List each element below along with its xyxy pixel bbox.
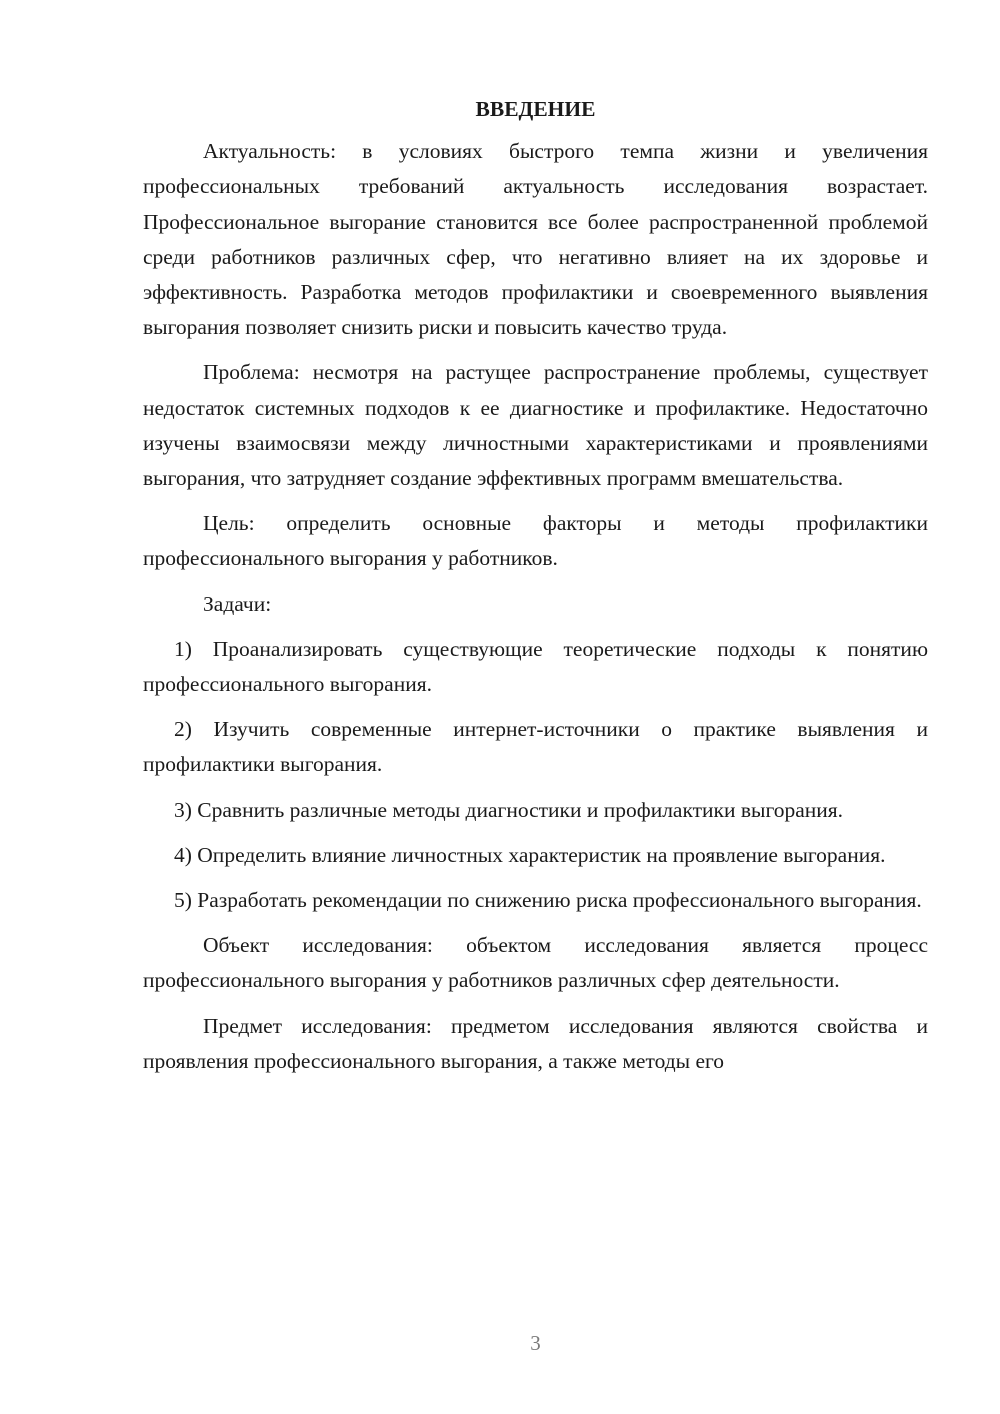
- task-item-2: 2) Изучить современные интернет-источники о практике выявления и профилактики выгорания.: [143, 717, 928, 777]
- page-number: 3: [530, 1331, 541, 1355]
- tasks-heading: Задачи:: [203, 591, 272, 616]
- research-subject-paragraph: Предмет исследования: предметом исследования являются свойства и проявления профессионального выгорания, а также методы его: [143, 1013, 928, 1073]
- relevance-paragraph: Актуальность: в условиях быстрого темпа жизни и увеличения профессиональных требований актуальность исследования возрастает. Профессиональное выгорание становится все более распространенной проблемой среди работников различных сфер, что негативно влияет на их здоровье и эффективность. Разработка методов профилактики и своевременного выявления выгорания позволяет снизить риски и повысить качество труда.: [143, 139, 928, 340]
- page-title: ВВЕДЕНИЕ: [475, 97, 596, 121]
- problem-paragraph: Проблема: несмотря на растущее распространение проблемы, существует недостаток системных подходов к ее диагностике и профилактике. Недостаточно изучены взаимосвязи между личностными характеристиками и проявлениями выгорания, что затрудняет создание эффективных программ вмешательства.: [143, 360, 928, 491]
- research-object-paragraph: Объект исследования: объектом исследования является процесс профессионального выгорания у работников различных сфер деятельности.: [143, 933, 928, 993]
- task-item-1: 1) Проанализировать существующие теоретические подходы к понятию профессионального выгорания.: [143, 636, 928, 697]
- task-item-3: 3) Сравнить различные методы диагностики и профилактики выгорания.: [174, 797, 844, 822]
- task-item-4: 4) Определить влияние личностных характеристик на проявление выгорания.: [174, 842, 886, 867]
- document-page: [143, 92, 928, 1089]
- goal-paragraph: Цель: определить основные факторы и методы профилактики профессионального выгорания у работников.: [143, 511, 928, 571]
- task-item-5: 5) Разработать рекомендации по снижению риска профессионального выгорания.: [174, 888, 922, 913]
